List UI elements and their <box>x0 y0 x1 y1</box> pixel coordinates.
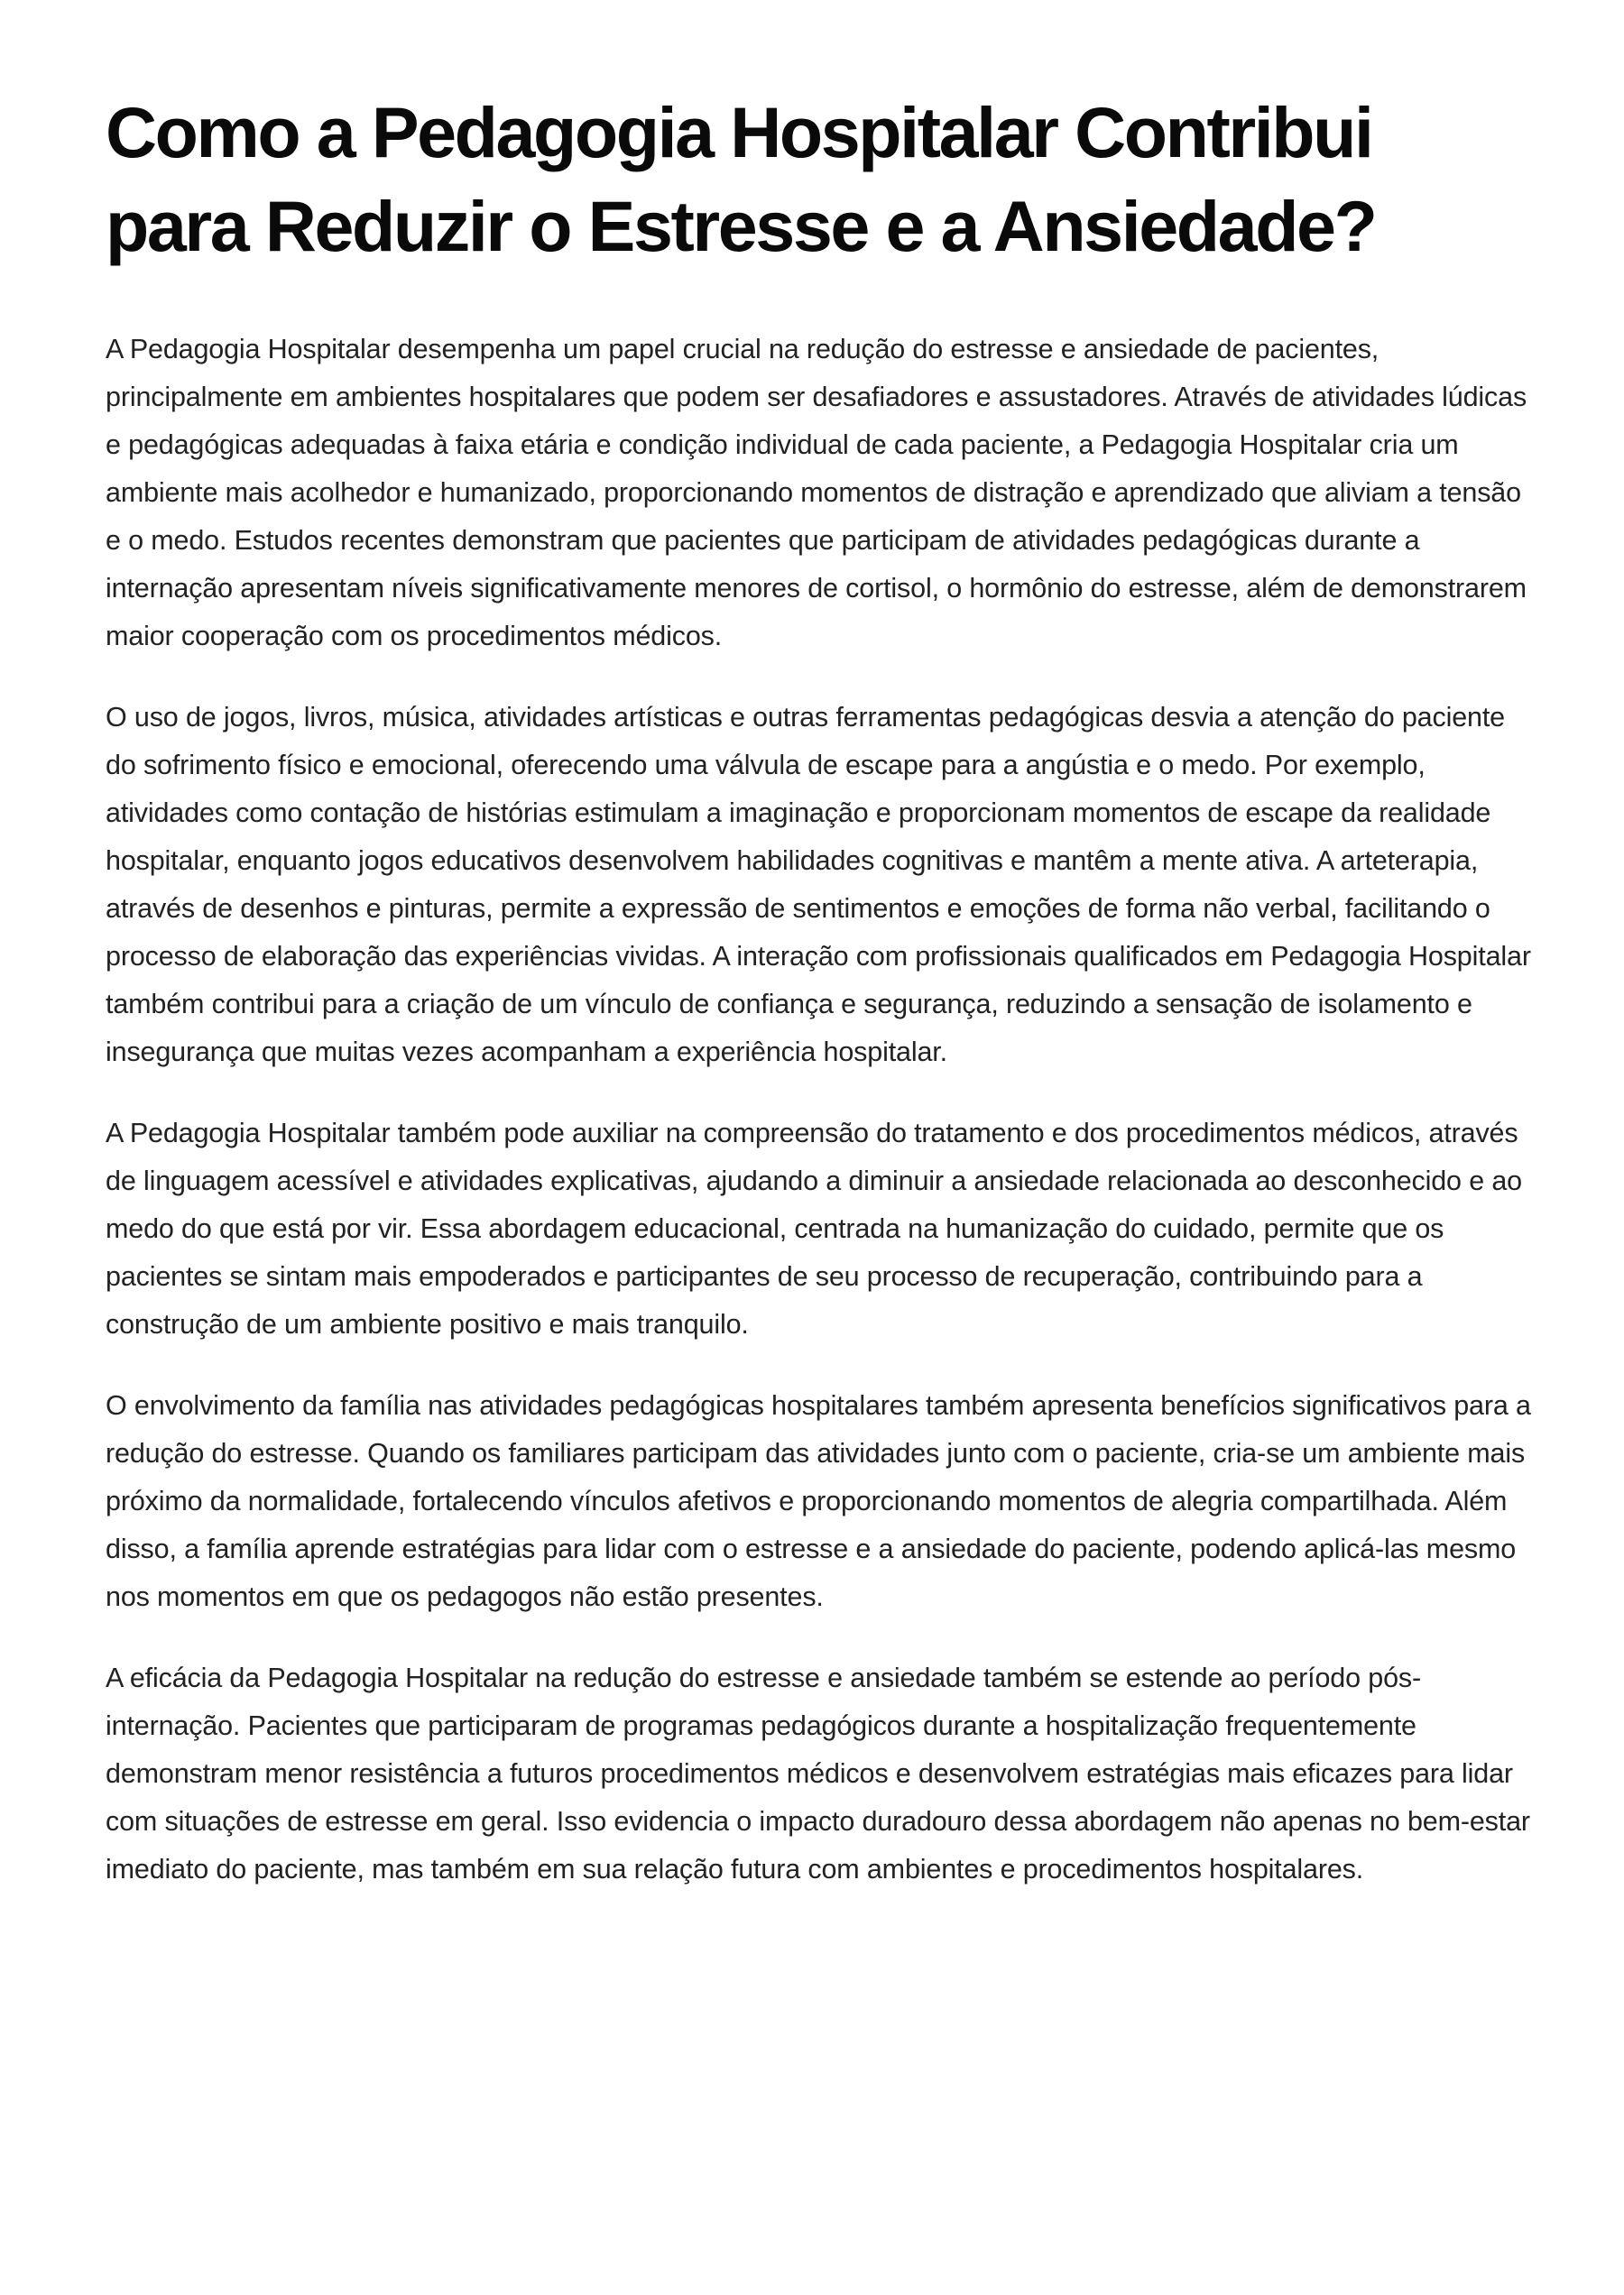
paragraph-post-hospitalization: A eficácia da Pedagogia Hospitalar na redução do estresse e ansiedade também se estende ao período pós-internação. Pacientes que participaram de programas pedagógicos durante a hospitalização frequentemente demonstram menor resistência a futuros procedimentos médicos e desenvolvem estratégias mais eficazes para lidar com situações de estresse em geral. Isso evidencia o impacto duradouro dessa abordagem não apenas no bem-estar imediato do paciente, mas também em sua relação futura com ambientes e procedimentos hospitalares. <box>106 1663 1530 1885</box>
paragraph-pedagogical-tools: O uso de jogos, livros, música, atividades artísticas e outras ferramentas pedagógicas desvia a atenção do paciente do sofrimento físico e emocional, oferecendo uma válvula de escape para a angústia e o medo. Por exemplo, atividades como contação de histórias estimulam a imaginação e proporcionam momentos de escape da realidade hospitalar, enquanto jogos educativos desenvolvem habilidades cognitivas e mantêm a mente ativa. A arteterapia, através de desenhos e pinturas, permite a expressão de sentimentos e emoções de forma não verbal, facilitando o processo de elaboração das experiências vividas. A interação com profissionais qualificados em Pedagogia Hospitalar também contribui para a criação de um vínculo de confiança e segurança, reduzindo a sensação de isolamento e insegurança que muitas vezes acompanham a experiência hospitalar. <box>106 702 1531 1067</box>
paragraph-stress-reduction-intro: A Pedagogia Hospitalar desempenha um papel crucial na redução do estresse e ansiedade de pacientes, principalmente em ambientes hospitalares que podem ser desafiadores e assustadores. Através de atividades lúdicas e pedagógicas adequadas à faixa etária e condição individual de cada paciente, a Pedagogia Hospitalar cria um ambiente mais acolhedor e humanizado, proporcionando momentos de distração e aprendizado que aliviam a tensão e o medo. Estudos recentes demonstram que pacientes que participam de atividades pedagógicas durante a internação apresentam níveis significativamente menores de cortisol, o hormônio do estresse, além de demonstrarem maior cooperação com os procedimentos médicos. <box>106 334 1527 651</box>
paragraph-family-involvement: O envolvimento da família nas atividades pedagógicas hospitalares também apresenta benefícios significativos para a redução do estresse. Quando os familiares participam das atividades junto com o paciente, cria-se um ambiente mais próximo da normalidade, fortalecendo vínculos afetivos e proporcionando momentos de alegria compartilhada. Além disso, a família aprende estratégias para lidar com o estresse e a ansiedade do paciente, podendo aplicá-las mesmo nos momentos em que os pedagogos não estão presentes. <box>106 1390 1531 1612</box>
page-title-line-2: para Reduzir o Estresse e a Ansiedade? <box>106 186 1376 266</box>
page-title-line-1: Como a Pedagogia Hospitalar Contribui <box>106 92 1372 172</box>
page-title <box>106 86 1531 273</box>
paragraph-treatment-comprehension: A Pedagogia Hospitalar também pode auxiliar na compreensão do tratamento e dos procedimentos médicos, através de linguagem acessível e atividades explicativas, ajudando a diminuir a ansiedade relacionada ao desconhecido e ao medo do que está por vir. Essa abordagem educacional, centrada na humanização do cuidado, permite que os pacientes se sintam mais empoderados e participantes de seu processo de recuperação, contribuindo para a construção de um ambiente positivo e mais tranquilo. <box>106 1118 1522 1340</box>
document-page <box>106 86 1531 1927</box>
